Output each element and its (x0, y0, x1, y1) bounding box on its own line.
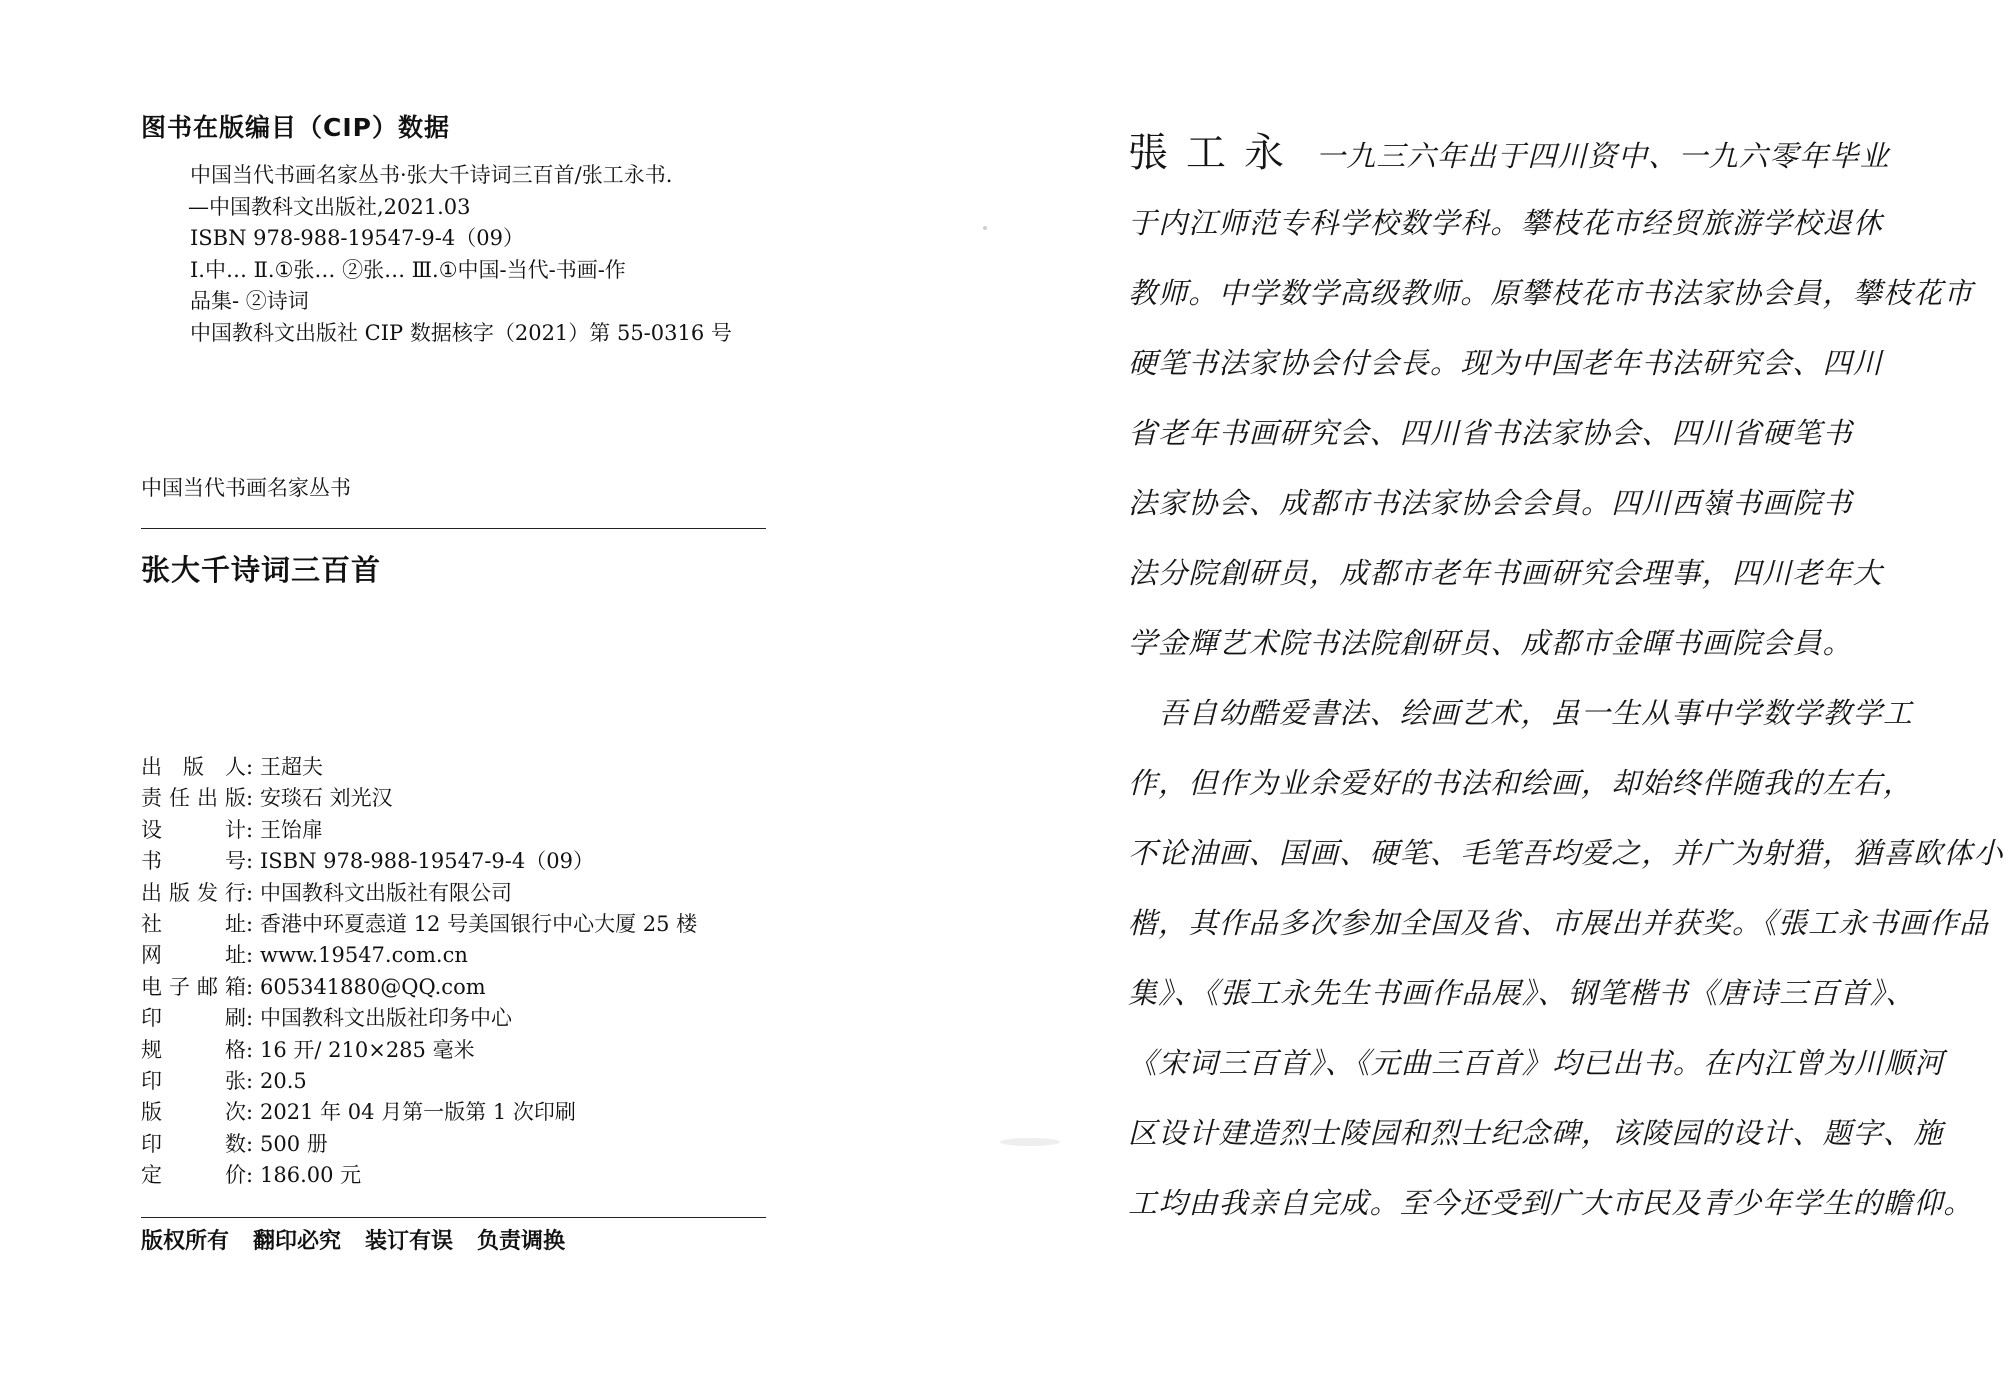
copyright-item: 版权所有 (141, 1229, 230, 1254)
credit-label: 规格 (141, 1037, 246, 1062)
credit-value: 安琰石 刘光汉 (260, 786, 393, 811)
bio-line: 学金輝艺术院书法院創研员、成都市金暉书画院会員。 (1128, 626, 1853, 660)
credit-label: 印数 (141, 1131, 246, 1156)
credit-label: 印刷 (141, 1006, 246, 1031)
bio-line: 吾自幼酷爱書法、绘画艺术，虽一生从事中学数学教学工 (1128, 696, 1914, 730)
credit-row: 设计 : 王饴扉 (141, 815, 791, 846)
credit-row: 印数 : 500 册 (141, 1129, 791, 1160)
credit-value: 20.5 (260, 1069, 307, 1094)
bio-line: 法分院創研员，成都市老年书画研究会理事，四川老年大 (1128, 556, 1884, 590)
bio-line: 于内江师范专科学校数学科。攀枝花市经贸旅游学校退休 (1128, 206, 1884, 240)
credit-row: 规格 : 16 开/ 210×285 毫米 (141, 1035, 791, 1066)
credit-row: 出版人 : 王超夫 (141, 752, 791, 783)
bio-line: 法家协会、成都市书法家协会会員。四川西嶺书画院书 (1128, 486, 1853, 520)
credit-row: 电子邮箱 : 605341880@QQ.com (141, 972, 791, 1003)
cip-line: Ⅰ.中… Ⅱ.①张… ②张… Ⅲ.①中国-当代-书画-作 (190, 257, 626, 282)
credit-value: 500 册 (260, 1131, 328, 1156)
credit-label: 设计 (141, 817, 246, 842)
bio-line: 不论油画、国画、硬笔、毛笔吾均爱之，并广为射猎，猶喜欧体小 (1128, 836, 2004, 870)
credit-row: 网址 : www.19547.com.cn (141, 940, 791, 971)
credit-label: 版次 (141, 1100, 246, 1125)
credit-value: 中国教科文出版社有限公司 (260, 880, 512, 905)
copyright-notice (141, 1224, 565, 1255)
credit-value: 2021 年 04 月第一版第 1 次印刷 (260, 1100, 576, 1125)
author-biography (1128, 118, 2004, 1238)
bio-line: 《宋词三百首》、《元曲三百首》均已出书。在内江曾为川顺河 (1128, 1046, 1945, 1080)
book-title: 张大千诗词三百首 (141, 553, 382, 587)
copyright-item: 翻印必究 (253, 1229, 342, 1254)
credit-label: 网址 (141, 943, 246, 968)
credit-row: 书号 : ISBN 978-988-19547-9-4（09） (141, 846, 791, 877)
cip-line: 中国当代书画名家丛书·张大千诗词三百首/张工永书. (190, 163, 673, 187)
cip-data-block (190, 160, 790, 349)
credit-label: 社址 (141, 912, 246, 937)
credit-value: 中国教科文出版社印务中心 (260, 1006, 512, 1031)
credit-label: 印张 (141, 1069, 246, 1094)
paper-speck (1000, 1138, 1060, 1146)
credit-value: www.19547.com.cn (260, 943, 468, 968)
credit-label: 责任出版 (141, 786, 246, 811)
credit-label: 书号 (141, 849, 246, 874)
copyright-item: 负责调换 (477, 1229, 566, 1254)
cip-line: 中国教科文出版社 CIP 数据核字（2021）第 55-0316 号 (190, 320, 732, 345)
credit-row: 印张 : 20.5 (141, 1066, 791, 1097)
credit-row: 定价 : 186.00 元 (141, 1160, 791, 1191)
author-name: 張工永 (1128, 130, 1302, 176)
bio-line: 楷，其作品多次参加全国及省、市展出并获奖。《張工永书画作品 (1128, 906, 1990, 940)
copyright-item: 装订有误 (365, 1229, 454, 1254)
bio-line: 作，但作为业余爱好的书法和绘画，却始终伴随我的左右， (1128, 766, 1914, 800)
left-page (0, 0, 1000, 1375)
credit-value: ISBN 978-988-19547-9-4（09） (260, 849, 594, 874)
bio-line: 省老年书画研究会、四川省书法家协会、四川省硬笔书 (1128, 416, 1853, 450)
bio-line: 工均由我亲自完成。至今还受到广大市民及青少年学生的瞻仰。 (1128, 1186, 1974, 1220)
credit-label: 定价 (141, 1163, 246, 1188)
credit-row: 社址 : 香港中环夏悫道 12 号美国银行中心大厦 25 楼 (141, 909, 791, 940)
divider-top (141, 528, 766, 529)
credit-value: 605341880@QQ.com (260, 974, 486, 999)
credit-value: 香港中环夏悫道 12 号美国银行中心大厦 25 楼 (260, 912, 698, 937)
series-name: 中国当代书画名家丛书 (141, 476, 351, 500)
bio-line-text: 一九三六年出于四川资中、一九六零年毕业 (1316, 139, 1890, 173)
bio-line: 区设计建造烈士陵园和烈士纪念碑，该陵园的设计、题字、施 (1128, 1116, 1944, 1150)
paper-speck (983, 226, 987, 230)
cip-line: —中国教科文出版社,2021.03 (188, 194, 471, 219)
bio-line: 硬笔书法家协会付会長。现为中国老年书法研究会、四川 (1128, 346, 1884, 380)
bio-line: 集》、《張工永先生书画作品展》、钢笔楷书《唐诗三百首》、 (1128, 976, 1916, 1010)
credit-row: 印刷 : 中国教科文出版社印务中心 (141, 1003, 791, 1034)
credit-value: 186.00 元 (260, 1163, 362, 1188)
bio-line: 教师。中学数学高级教师。原攀枝花市书法家协会員，攀枝花市 (1128, 276, 1974, 310)
credit-label: 出版人 (141, 755, 246, 779)
cip-line: 品集- ②诗词 (190, 289, 309, 313)
credit-row: 版次 : 2021 年 04 月第一版第 1 次印刷 (141, 1097, 791, 1128)
credit-label: 电子邮箱 (141, 974, 246, 999)
credit-value: 王饴扉 (260, 817, 323, 842)
right-page (1000, 0, 2013, 1375)
credit-value: 王超夫 (260, 755, 323, 779)
credit-row: 责任出版 : 安琰石 刘光汉 (141, 783, 791, 814)
credit-row: 出版发行 : 中国教科文出版社有限公司 (141, 878, 791, 909)
credits-block (141, 752, 791, 1192)
credit-value: 16 开/ 210×285 毫米 (260, 1037, 475, 1062)
divider-bottom (141, 1217, 766, 1218)
credit-label: 出版发行 (141, 880, 246, 905)
cip-heading: 图书在版编目（CIP）数据 (141, 113, 450, 142)
bio-first-line (1128, 118, 1928, 188)
cip-line: ISBN 978-988-19547-9-4（09） (190, 226, 524, 250)
